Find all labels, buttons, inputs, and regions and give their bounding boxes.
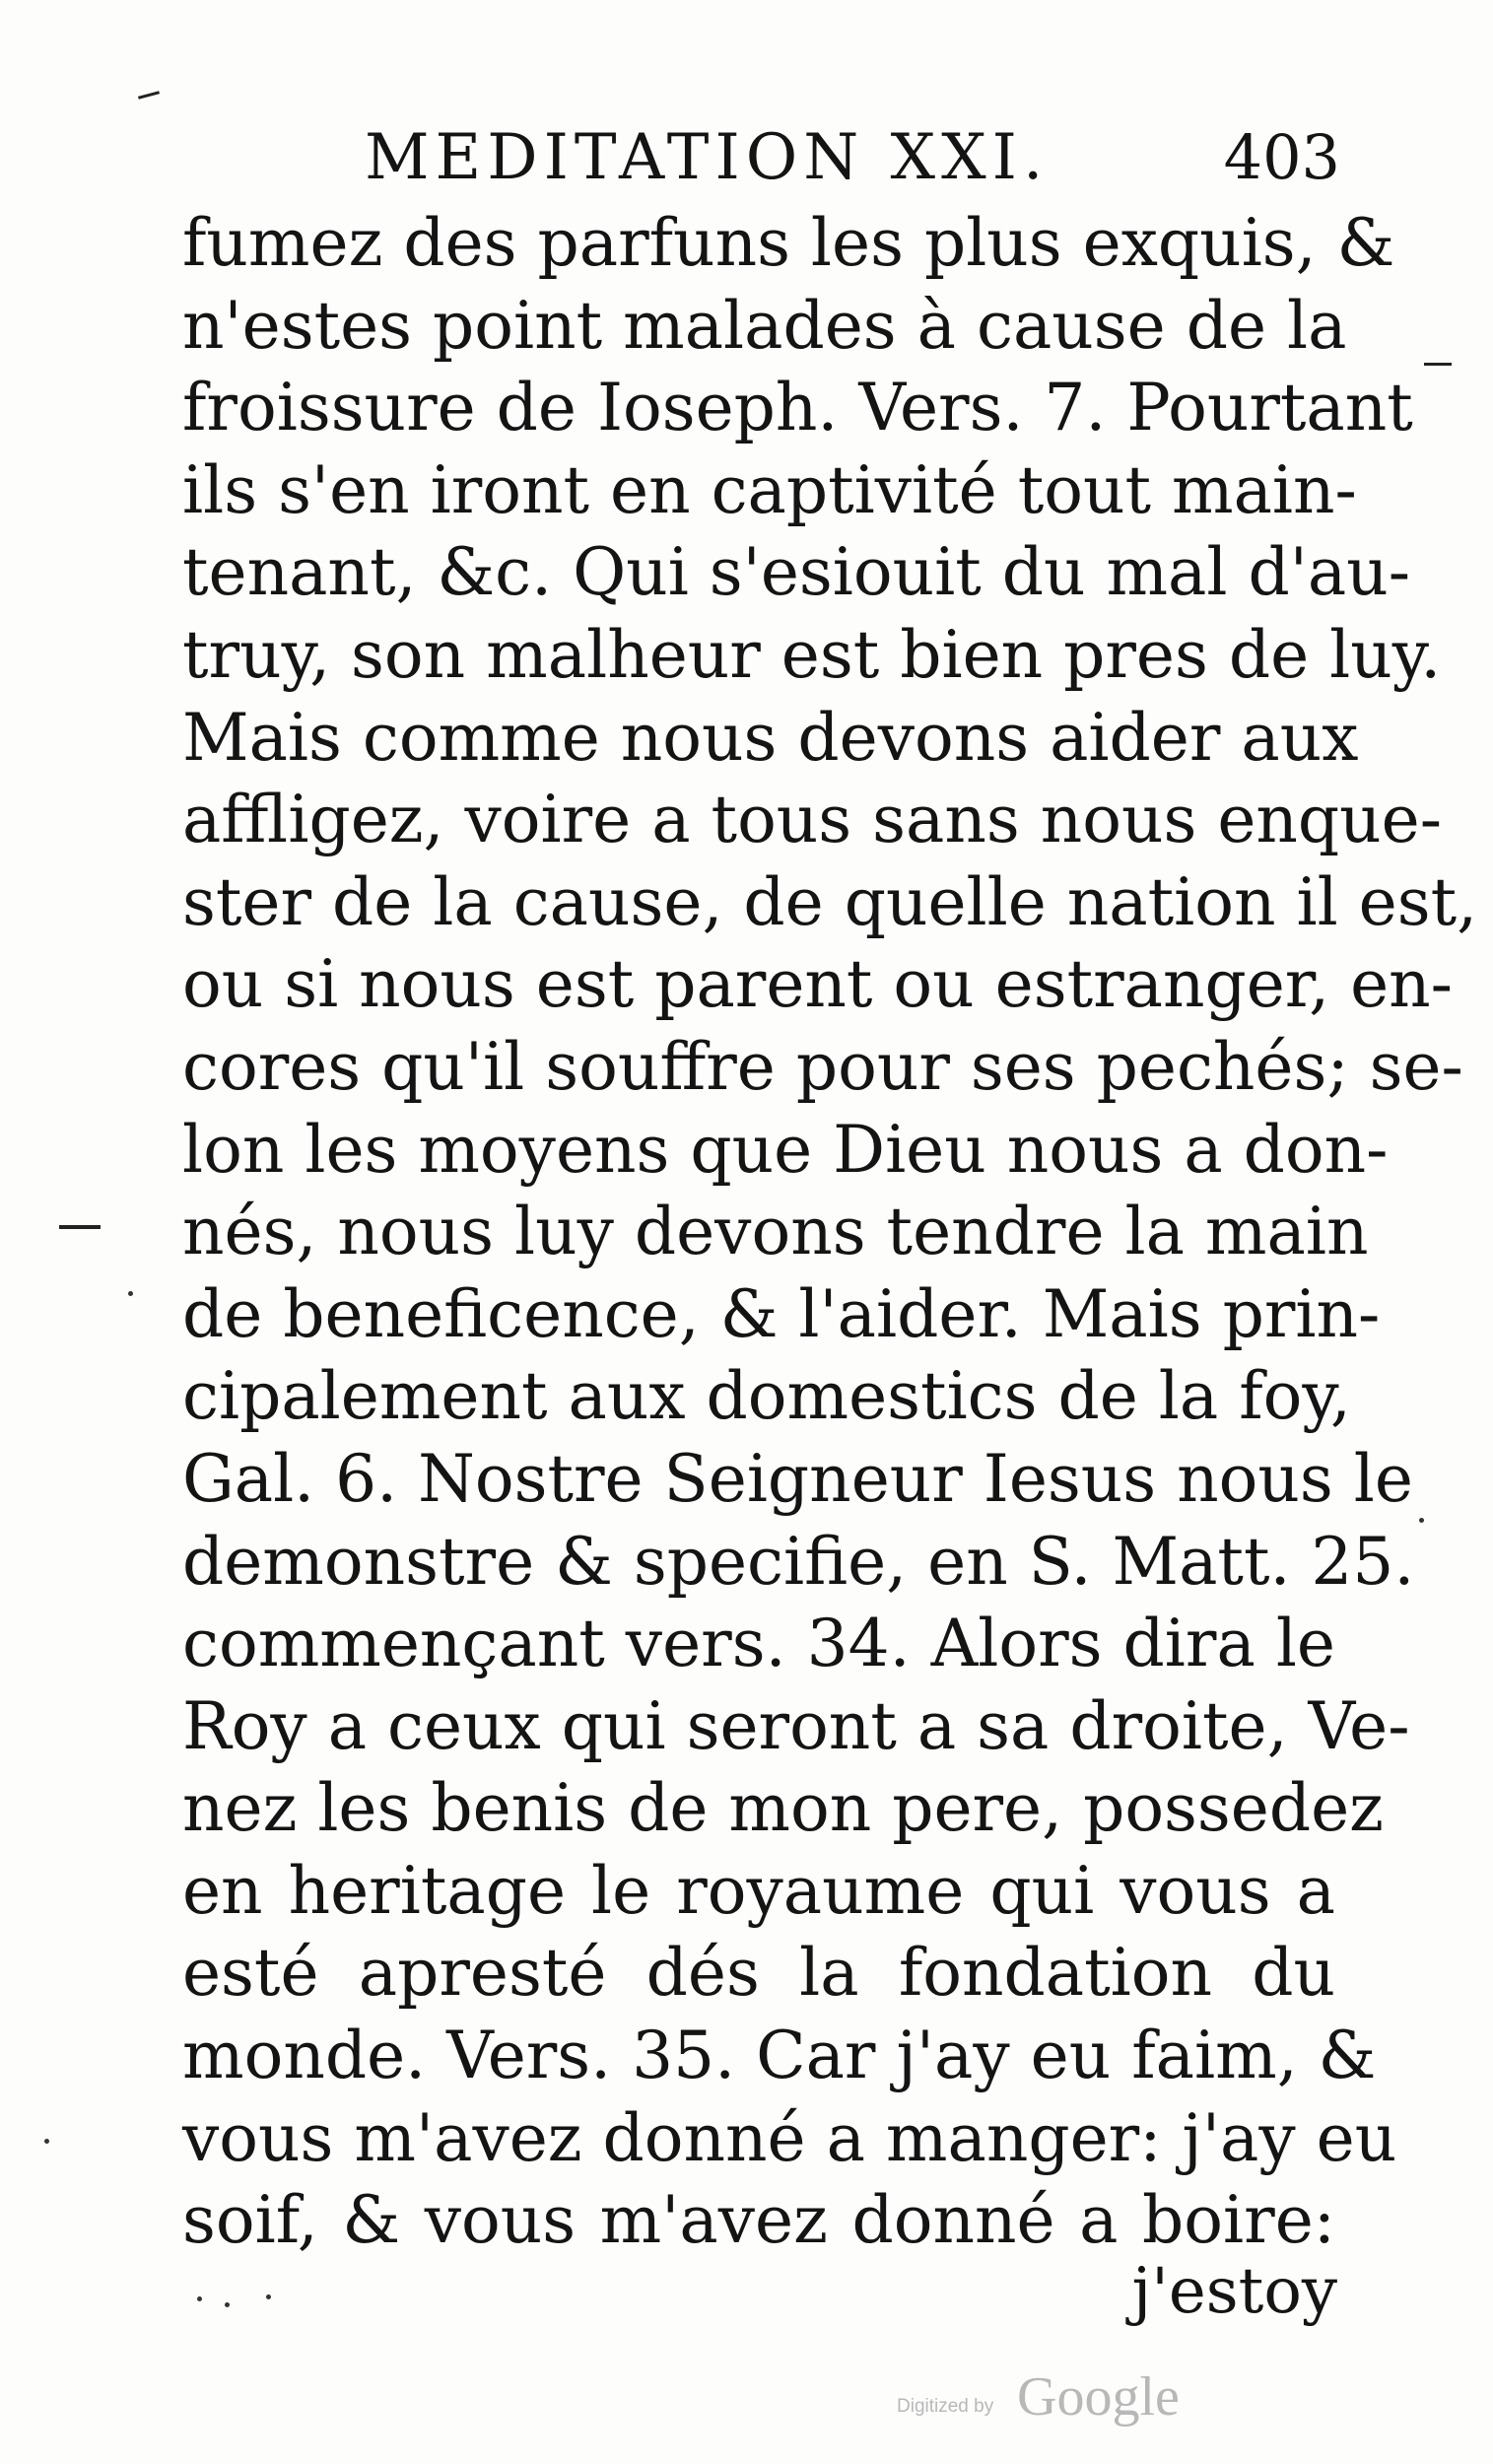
- margin-dash-mark: [1424, 363, 1452, 366]
- text-line: cores qu'il souffre pour ses pechés; se-: [182, 1028, 1463, 1105]
- ink-speck: [197, 2296, 202, 2301]
- text-line: truy, son malheur est bien pres de luy.: [182, 616, 1442, 693]
- ink-speck: [44, 2139, 49, 2144]
- text-line: cipalement aux domestics de la foy,: [182, 1358, 1351, 1435]
- text-line: monde. Vers. 35. Car j'ay eu faim, &: [182, 2018, 1377, 2094]
- text-line: fumez des parfuns les plus exquis, &: [182, 205, 1395, 281]
- text-line: Roy a ceux qui seront a sa droite, Ve-: [182, 1687, 1410, 1764]
- text-line: Mais comme nous devons aider aux: [182, 699, 1359, 776]
- text-line: demonstre & specifie, en S. Matt. 25.: [182, 1523, 1415, 1600]
- watermark-logo-text: Google: [1017, 2366, 1180, 2428]
- text-line: affligez, voire a tous sans nous enque-: [182, 782, 1443, 858]
- watermark-small-text: Digitized by: [897, 2396, 994, 2417]
- body-text: [182, 202, 1478, 2262]
- margin-dash-mark: [59, 1225, 101, 1229]
- text-line: en heritage le royaume qui vous a: [182, 1852, 1335, 1929]
- ink-speck: [128, 1291, 133, 1296]
- ink-speck: [1419, 1518, 1424, 1523]
- text-line: esté apresté dés la fondation du: [182, 1935, 1335, 2012]
- text-line: ils s'en iront en captivité tout main-: [182, 451, 1357, 528]
- text-line: commençant vers. 34. Alors dira le: [182, 1606, 1335, 1682]
- digitized-by-google-watermark: [897, 2365, 1212, 2434]
- text-line: de beneficence, & l'aider. Mais prin-: [182, 1275, 1381, 1352]
- text-line: nez les benis de mon pere, possedez: [182, 1770, 1384, 1847]
- text-line: froissure de Ioseph. Vers. 7. Pourtant: [182, 370, 1413, 446]
- text-line: lon les moyens que Dieu nous a don-: [182, 1111, 1389, 1188]
- text-line: vous m'avez donné a manger: j'ay eu: [182, 2099, 1397, 2176]
- margin-dash-mark: [138, 91, 160, 100]
- ink-speck: [225, 2302, 230, 2307]
- text-line: n'estes point malades à cause de la: [182, 287, 1347, 364]
- text-line: tenant, &c. Qui s'esiouit du mal d'au-: [182, 534, 1411, 611]
- text-line: nés, nous luy devons tendre la main: [182, 1194, 1369, 1270]
- ink-speck: [266, 2294, 271, 2299]
- text-line: ster de la cause, de quelle nation il est,: [182, 863, 1478, 940]
- text-line: soif, & vous m'avez donné a boire:: [182, 2182, 1335, 2259]
- catchword: j'estoy: [1131, 2255, 1337, 2328]
- running-head-title: MEDITATION XXI.: [365, 121, 1050, 194]
- text-line: Gal. 6. Nostre Seigneur Iesus nous le: [182, 1440, 1413, 1517]
- text-line: ou si nous est parent ou estranger, en-: [182, 946, 1453, 1023]
- running-head: [365, 118, 1340, 197]
- page-number: 403: [1223, 121, 1340, 193]
